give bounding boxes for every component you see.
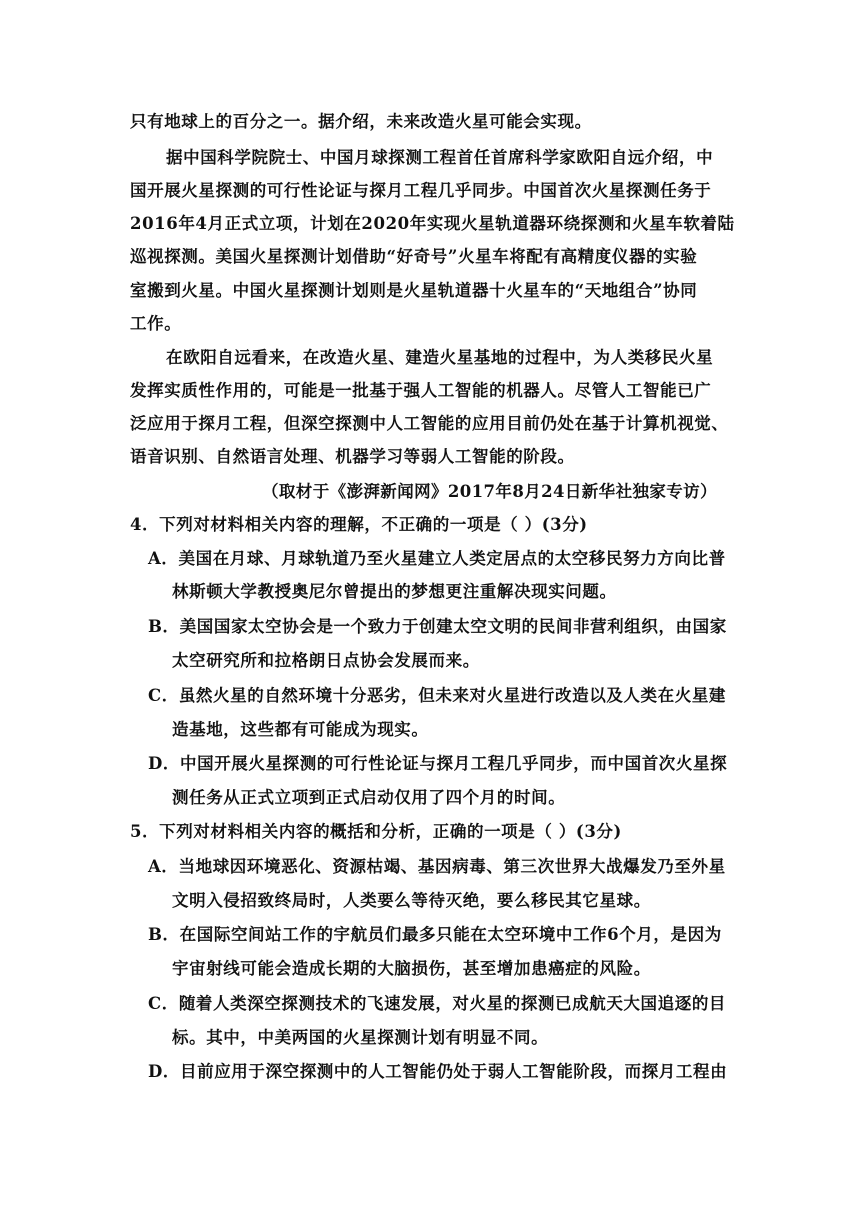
question-5-option-b-cont: 宇宙射线可能会造成长期的大脑损伤，甚至增加患癌症的风险。 bbox=[172, 959, 651, 978]
question-4-option-b: B．美国国家太空协会是一个致力于创建太空文明的民间非营利组织，由国家 bbox=[148, 617, 727, 636]
passage-line: 国开展火星探测的可行性论证与探月工程几乎同步。中国首次火星探测任务于 bbox=[130, 181, 712, 200]
passage-line: 发挥实质性作用的，可能是一批基于强人工智能的机器人。尽管人工智能已广 bbox=[130, 381, 712, 400]
question-4-option-a-cont: 林斯顿大学教授奥尼尔曾提出的梦想更注重解决现实问题。 bbox=[172, 582, 617, 601]
passage-line: 语音识别、自然语言处理、机器学习等弱人工智能的阶段。 bbox=[130, 447, 575, 466]
question-4-stem: 4．下列对材料相关内容的理解，不正确的一项是（ ）(3分) bbox=[130, 515, 588, 534]
passage-line: 泛应用于探月工程，但深空探测中人工智能的应用目前仍处在基于计算机视觉、 bbox=[130, 414, 729, 433]
question-4-option-b-cont: 太空研究所和拉格朗日点协会发展而来。 bbox=[172, 651, 480, 670]
passage-line: 巡视探测。美国火星探测计划借助“好奇号”火星车将配有高精度仪器的实验 bbox=[130, 247, 698, 266]
question-5-stem: 5．下列对材料相关内容的概括和分析，正确的一项是（ ）(3分) bbox=[130, 822, 622, 841]
question-5-option-a-cont: 文明入侵招致终局时，人类要么等待灭绝，要么移民其它星球。 bbox=[172, 891, 651, 910]
passage-line: 2016年4月正式立项，计划在2020年实现火星轨道器环绕探测和火星车软着陆 bbox=[130, 214, 735, 233]
question-4-option-c-cont: 造基地，这些都有可能成为现实。 bbox=[172, 720, 429, 739]
question-5-option-c-cont: 标。其中，中美两国的火星探测计划有明显不同。 bbox=[172, 1028, 549, 1047]
question-4-option-a: A．美国在月球、月球轨道乃至火星建立人类定居点的太空移民努力方向比普 bbox=[148, 549, 726, 568]
passage-line: 只有地球上的百分之一。据介绍，未来改造火星可能会实现。 bbox=[130, 112, 592, 131]
question-5-option-a: A．当地球因环境恶化、资源枯竭、基因病毒、第三次世界大战爆发乃至外星 bbox=[148, 857, 726, 876]
question-4-option-d: D．中国开展火星探测的可行性论证与探月工程几乎同步，而中国首次火星探 bbox=[148, 754, 728, 773]
passage-line: 室搬到火星。中国火星探测计划则是火星轨道器十火星车的“天地组合”协同 bbox=[130, 281, 698, 300]
passage-line: 在欧阳自远看来，在改造火星、建造火星基地的过程中，为人类移民火星 bbox=[166, 348, 714, 367]
question-5-option-b: B．在国际空间站工作的宇航员们最多只能在太空环境中工作6个月，是因为 bbox=[148, 925, 722, 944]
question-4-option-c: C．虽然火星的自然环境十分恶劣，但未来对火星进行改造以及人类在火星建 bbox=[148, 686, 727, 705]
passage-source: （取材于《澎湃新闻网》2017年8月24日新华社独家专访） bbox=[262, 482, 717, 501]
passage-line: 工作。 bbox=[130, 314, 182, 333]
question-4-option-d-cont: 测任务从正式立项到正式启动仅用了四个月的时间。 bbox=[172, 788, 566, 807]
question-5-option-d: D．目前应用于深空探测中的人工智能仍处于弱人工智能阶段，而探月工程由 bbox=[148, 1062, 728, 1081]
question-5-option-c: C．随着人类深空探测技术的飞速发展，对火星的探测已成航天大国追逐的目 bbox=[148, 994, 727, 1013]
passage-line: 据中国科学院院士、中国月球探测工程首任首席科学家欧阳自远介绍，中 bbox=[166, 148, 714, 167]
